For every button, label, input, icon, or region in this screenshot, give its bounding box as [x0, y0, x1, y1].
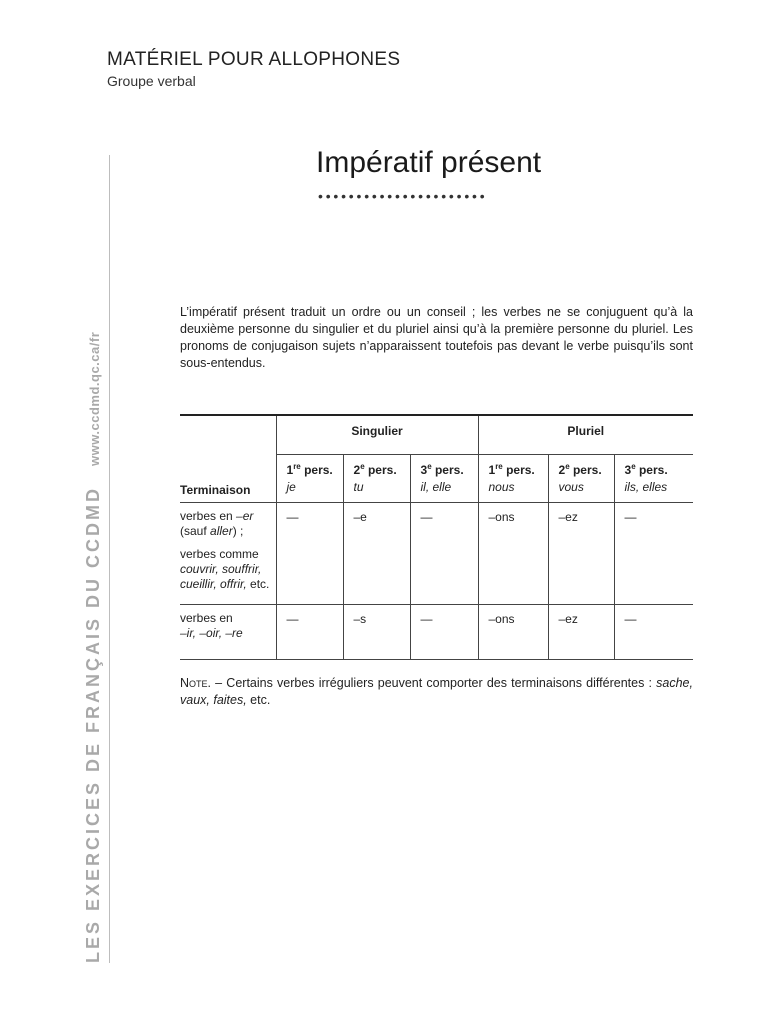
pronoun: il, elle — [420, 480, 452, 494]
ending-cell: –ons — [478, 605, 548, 660]
person-header: 3e pers. il, elle — [410, 455, 478, 503]
note-examples: sache, vaux, faites, — [180, 675, 693, 707]
ending-cell: –ons — [478, 503, 548, 605]
document-header — [107, 48, 400, 90]
ending-cell: — — [410, 605, 478, 660]
pronoun: tu — [353, 480, 364, 494]
side-banner-text: LES EXERCICES DE FRANÇAIS DU CCDMD — [83, 485, 103, 963]
note-text: – Certains verbes irréguliers peuvent comporter des terminaisons différentes : — [211, 675, 652, 690]
conjugation-table — [180, 414, 693, 660]
row-label: verbes en –ir, –oir, –re — [180, 605, 276, 660]
table-row — [180, 503, 693, 605]
person-header: 2e pers. tu — [343, 455, 410, 503]
table-person-row — [180, 455, 693, 503]
ending-cell: — — [410, 503, 478, 605]
note-tail: etc. — [246, 692, 271, 707]
table-row — [180, 605, 693, 660]
ending-cell: –ez — [548, 605, 614, 660]
pronoun: ils, elles — [624, 480, 668, 494]
ending-cell: –ez — [548, 503, 614, 605]
note-label: Note. — [180, 675, 212, 690]
ending-cell: –e — [343, 503, 410, 605]
header-subtitle: Groupe verbal — [107, 73, 196, 89]
person-header: 2e pers. vous — [548, 455, 614, 503]
side-banner-url: www.ccdmd.qc.ca/fr — [87, 331, 102, 466]
terminaison-label: Terminaison — [180, 455, 276, 503]
note-paragraph — [180, 675, 693, 709]
ending-cell: — — [276, 503, 343, 605]
side-divider — [109, 155, 110, 963]
pronoun: vous — [558, 480, 584, 494]
header-plural: Pluriel — [478, 415, 693, 455]
ending-cell: — — [614, 503, 693, 605]
person-header: 1re pers. je — [276, 455, 343, 503]
header-title: MATÉRIEL POUR ALLOPHONES — [107, 49, 401, 70]
table-header-row — [180, 415, 693, 455]
page-title: Impératif présent — [316, 146, 542, 179]
pronoun: nous — [488, 480, 515, 494]
pronoun: je — [286, 480, 296, 494]
title-dotted-rule: •••••••••••••••••••••• — [318, 188, 488, 204]
row-label: verbes en –er (sauf aller) ; verbes comme couvrir, souffrir, cueillir, offrir, etc. — [180, 503, 276, 605]
side-banner — [82, 332, 106, 963]
ending-cell: –s — [343, 605, 410, 660]
person-header: 1re pers. nous — [478, 455, 548, 503]
header-singular: Singulier — [276, 415, 478, 455]
intro-paragraph: L’impératif présent traduit un ordre ou un conseil ; les verbes ne se conjuguent qu’à la deuxième personne du singulier et du pluriel ainsi qu’à la première personne du pluriel. Les pronoms de conjugaison sujets n’apparaissent toutefois pas devant le verbe puisqu’ils sont sous-entendus. — [180, 304, 693, 370]
ending-cell: — — [276, 605, 343, 660]
ending-cell: — — [614, 605, 693, 660]
person-header: 3e pers. ils, elles — [614, 455, 693, 503]
table-corner — [180, 415, 276, 455]
